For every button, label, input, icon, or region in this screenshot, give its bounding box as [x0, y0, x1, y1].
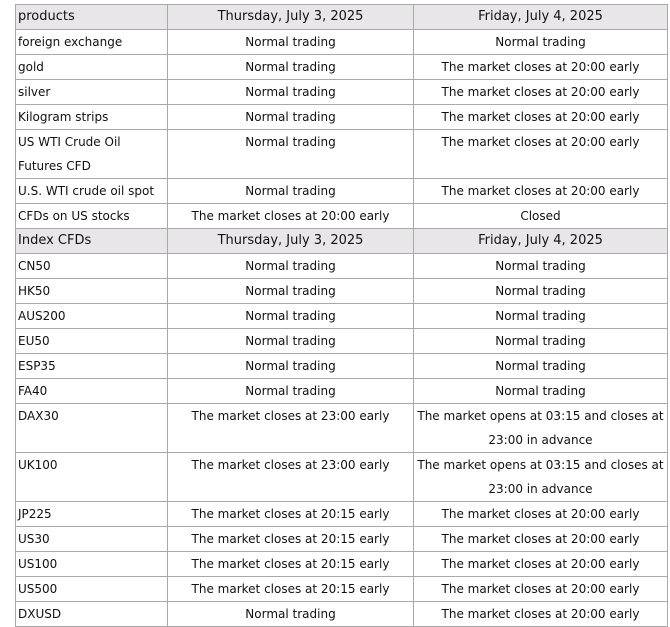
header-cell-product: products	[16, 5, 168, 30]
thursday-cell: Normal trading	[168, 105, 414, 130]
thursday-cell: Normal trading	[168, 80, 414, 105]
table-row	[16, 80, 668, 105]
product-cell: U.S. WTI crude oil spot	[16, 179, 168, 204]
table-row	[16, 453, 668, 502]
friday-cell: Normal trading	[414, 329, 668, 354]
header-cell-product: Index CFDs	[16, 229, 168, 254]
header-cell-friday: Friday, July 4, 2025	[414, 5, 668, 30]
table-row	[16, 30, 668, 55]
friday-cell: Normal trading	[414, 279, 668, 304]
friday-cell: The market closes at 20:00 early	[414, 80, 668, 105]
thursday-cell: Normal trading	[168, 329, 414, 354]
product-cell: JP225	[16, 502, 168, 527]
table-row	[16, 577, 668, 602]
friday-cell: Normal trading	[414, 304, 668, 329]
thursday-cell: Normal trading	[168, 130, 414, 179]
friday-cell: Normal trading	[414, 254, 668, 279]
friday-cell: Normal trading	[414, 354, 668, 379]
table-row	[16, 404, 668, 453]
table-row	[16, 55, 668, 80]
table-row	[16, 602, 668, 627]
thursday-cell: Normal trading	[168, 55, 414, 80]
thursday-cell: The market closes at 20:15 early	[168, 577, 414, 602]
product-cell: Kilogram strips	[16, 105, 168, 130]
thursday-cell: The market closes at 20:00 early	[168, 204, 414, 229]
table-row	[16, 552, 668, 577]
thursday-cell: The market closes at 20:15 early	[168, 527, 414, 552]
friday-cell: Normal trading	[414, 30, 668, 55]
friday-cell: The market closes at 20:00 early	[414, 130, 668, 179]
thursday-cell: Normal trading	[168, 179, 414, 204]
friday-cell: The market opens at 03:15 and closes at 23:00 in advance	[414, 404, 668, 453]
product-cell: CN50	[16, 254, 168, 279]
product-cell: US100	[16, 552, 168, 577]
product-cell: UK100	[16, 453, 168, 502]
product-cell: DAX30	[16, 404, 168, 453]
friday-cell: The market closes at 20:00 early	[414, 527, 668, 552]
product-cell: DXUSD	[16, 602, 168, 627]
table-row	[16, 204, 668, 229]
product-cell: gold	[16, 55, 168, 80]
friday-cell: The market closes at 20:00 early	[414, 179, 668, 204]
table-row	[16, 304, 668, 329]
table-row	[16, 502, 668, 527]
product-cell: silver	[16, 80, 168, 105]
table-row	[16, 527, 668, 552]
friday-cell: The market closes at 20:00 early	[414, 602, 668, 627]
product-cell: foreign exchange	[16, 30, 168, 55]
thursday-cell: The market closes at 20:15 early	[168, 502, 414, 527]
table-row	[16, 105, 668, 130]
product-cell: US WTI Crude Oil Futures CFD	[16, 130, 168, 179]
header-cell-thursday: Thursday, July 3, 2025	[168, 229, 414, 254]
table-body	[16, 5, 668, 627]
header-row-index-cfds	[16, 229, 668, 254]
table-row	[16, 279, 668, 304]
friday-cell: The market closes at 20:00 early	[414, 552, 668, 577]
thursday-cell: The market closes at 23:00 early	[168, 404, 414, 453]
table-row	[16, 179, 668, 204]
trading-schedule-table	[15, 4, 668, 627]
table-row	[16, 329, 668, 354]
product-cell: US30	[16, 527, 168, 552]
product-cell: FA40	[16, 379, 168, 404]
product-cell: HK50	[16, 279, 168, 304]
table-row	[16, 354, 668, 379]
friday-cell: Normal trading	[414, 379, 668, 404]
product-cell: AUS200	[16, 304, 168, 329]
friday-cell: The market closes at 20:00 early	[414, 55, 668, 80]
product-cell: EU50	[16, 329, 168, 354]
table-row	[16, 130, 668, 179]
thursday-cell: Normal trading	[168, 30, 414, 55]
friday-cell: The market closes at 20:00 early	[414, 105, 668, 130]
thursday-cell: Normal trading	[168, 254, 414, 279]
friday-cell: Closed	[414, 204, 668, 229]
thursday-cell: The market closes at 20:15 early	[168, 552, 414, 577]
friday-cell: The market closes at 20:00 early	[414, 502, 668, 527]
product-cell: US500	[16, 577, 168, 602]
header-cell-thursday: Thursday, July 3, 2025	[168, 5, 414, 30]
thursday-cell: Normal trading	[168, 354, 414, 379]
table-row	[16, 254, 668, 279]
thursday-cell: Normal trading	[168, 379, 414, 404]
thursday-cell: Normal trading	[168, 304, 414, 329]
header-cell-friday: Friday, July 4, 2025	[414, 229, 668, 254]
friday-cell: The market closes at 20:00 early	[414, 577, 668, 602]
product-cell: CFDs on US stocks	[16, 204, 168, 229]
thursday-cell: Normal trading	[168, 602, 414, 627]
thursday-cell: The market closes at 23:00 early	[168, 453, 414, 502]
header-row-products	[16, 5, 668, 30]
friday-cell: The market opens at 03:15 and closes at 23:00 in advance	[414, 453, 668, 502]
product-cell: ESP35	[16, 354, 168, 379]
table-row	[16, 379, 668, 404]
thursday-cell: Normal trading	[168, 279, 414, 304]
